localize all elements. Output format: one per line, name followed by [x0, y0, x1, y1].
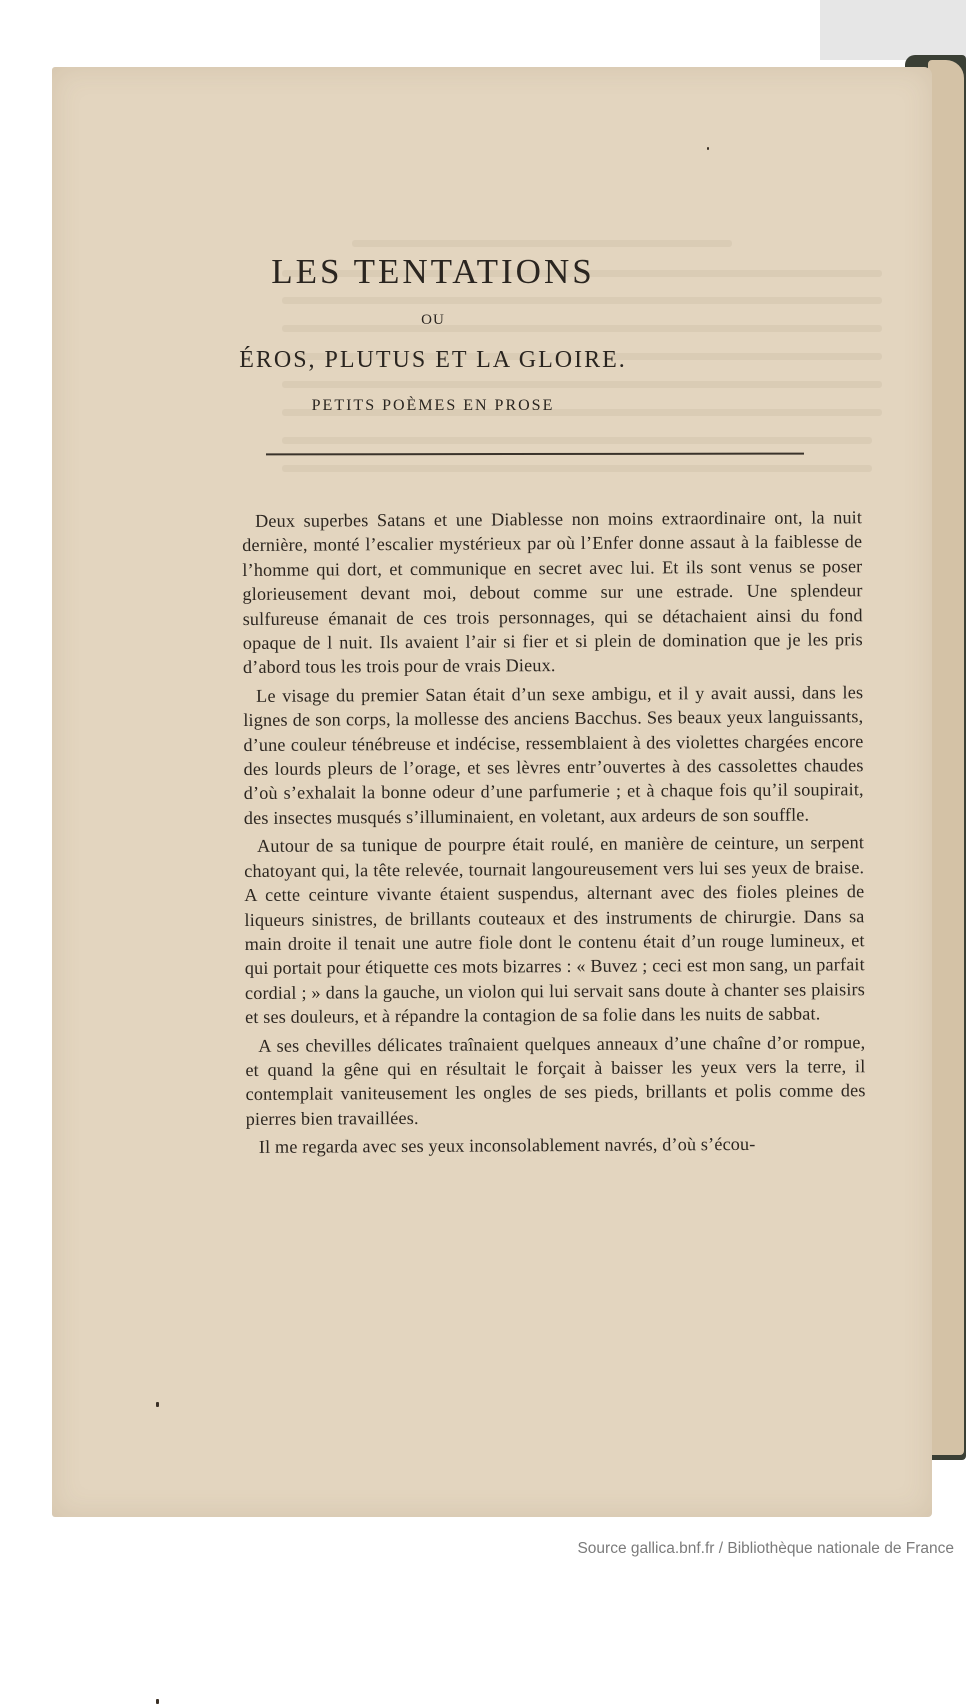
title-connector: OU: [421, 312, 445, 328]
paragraph: A ses chevilles délicates traînaient quelques anneaux d’une chaîne d’or rompue, et quand la gêne qui en résultait le forçait à baisser les yeux vers la terre, il contemplait vaniteusement les ongles de ses pieds, brillants et polis comme des pierres bien travaillées.: [245, 1031, 866, 1129]
paragraph: Le visage du premier Satan était d’un sexe ambigu, et il y avait aussi, dans les lignes de son corps, la mollesse des anciens Bacchus. Ses beaux yeux languissants, d’une couleur ténébreuse et indécise, ressemblaient à des violettes chargées encore des lourds pleurs de l’orage, et ses lèvres entr’ouvertes à des cassolettes chaudes d’où s’exhalait la bonne odeur d’une parfumerie ; et à chaque fois qu’il soupirait, des insectes musqués s’illuminaient, en voletant, aux ardeurs de son souffle.: [243, 682, 864, 828]
facing-page-edge: [928, 60, 964, 1455]
page-subheading: PETITS POÈMES EN PROSE: [311, 397, 555, 414]
body-text: [242, 505, 866, 1163]
page-subtitle: ÉROS, PLUTUS ET LA GLOIRE.: [239, 347, 627, 373]
ink-speck: [707, 147, 709, 150]
paragraph: Il me regarda avec ses yeux inconsolablement navrés, d’où s’écou-: [258, 1134, 756, 1158]
paragraph: Autour de sa tunique de pourpre était roulé, en manière de ceinture, un serpent chatoyant qui, la tête relevée, tournait langoureusement vers lui ses yeux de braise. A cette ceinture vivante étaient suspendus, alternant avec des fioles pleines de liqueurs sinistres, de brillants couteaux et des instruments de chirurgie. Dans sa main droite il tenait une autre fiole dont le contenu était d’un rouge lumineux, et qui portait pour étiquette ces mots bizarres : « Buvez ; ceci est mon sang, un parfait cordial ; » dans la gauche, un violon qui lui servait sans doute à chanter ses plaisirs et ses douleurs, et à répandre la contagion de sa folie dans les nuits de sabbat.: [244, 832, 866, 1028]
paragraph: Deux superbes Satans et une Diablesse non moins extraordinaire ont, la nuit dernière, monté l’escalier mystérieux par où l’Enfer donne assaut à la faiblesse de l’homme qui dort, et communique en secret avec lui. Et ils sont venus se poser glorieusement devant moi, debout comme sur une estrade. Une splendeur sulfureuse émanait de ces trois personnages, qui se détachaient ainsi du fond opaque de l nuit. Ils avaient l’air si fier et si plein de domination que je les pris d’abord tous les trois pour de vrais Dieux.: [242, 507, 863, 678]
book-page: [52, 67, 932, 1517]
ink-speck: [156, 1699, 159, 1704]
ink-speck: [156, 1402, 159, 1407]
page-title: LES TENTATIONS: [271, 252, 595, 291]
scan-background-band: [820, 0, 966, 60]
source-attribution: Source gallica.bnf.fr / Bibliothèque nationale de France: [577, 1540, 954, 1557]
